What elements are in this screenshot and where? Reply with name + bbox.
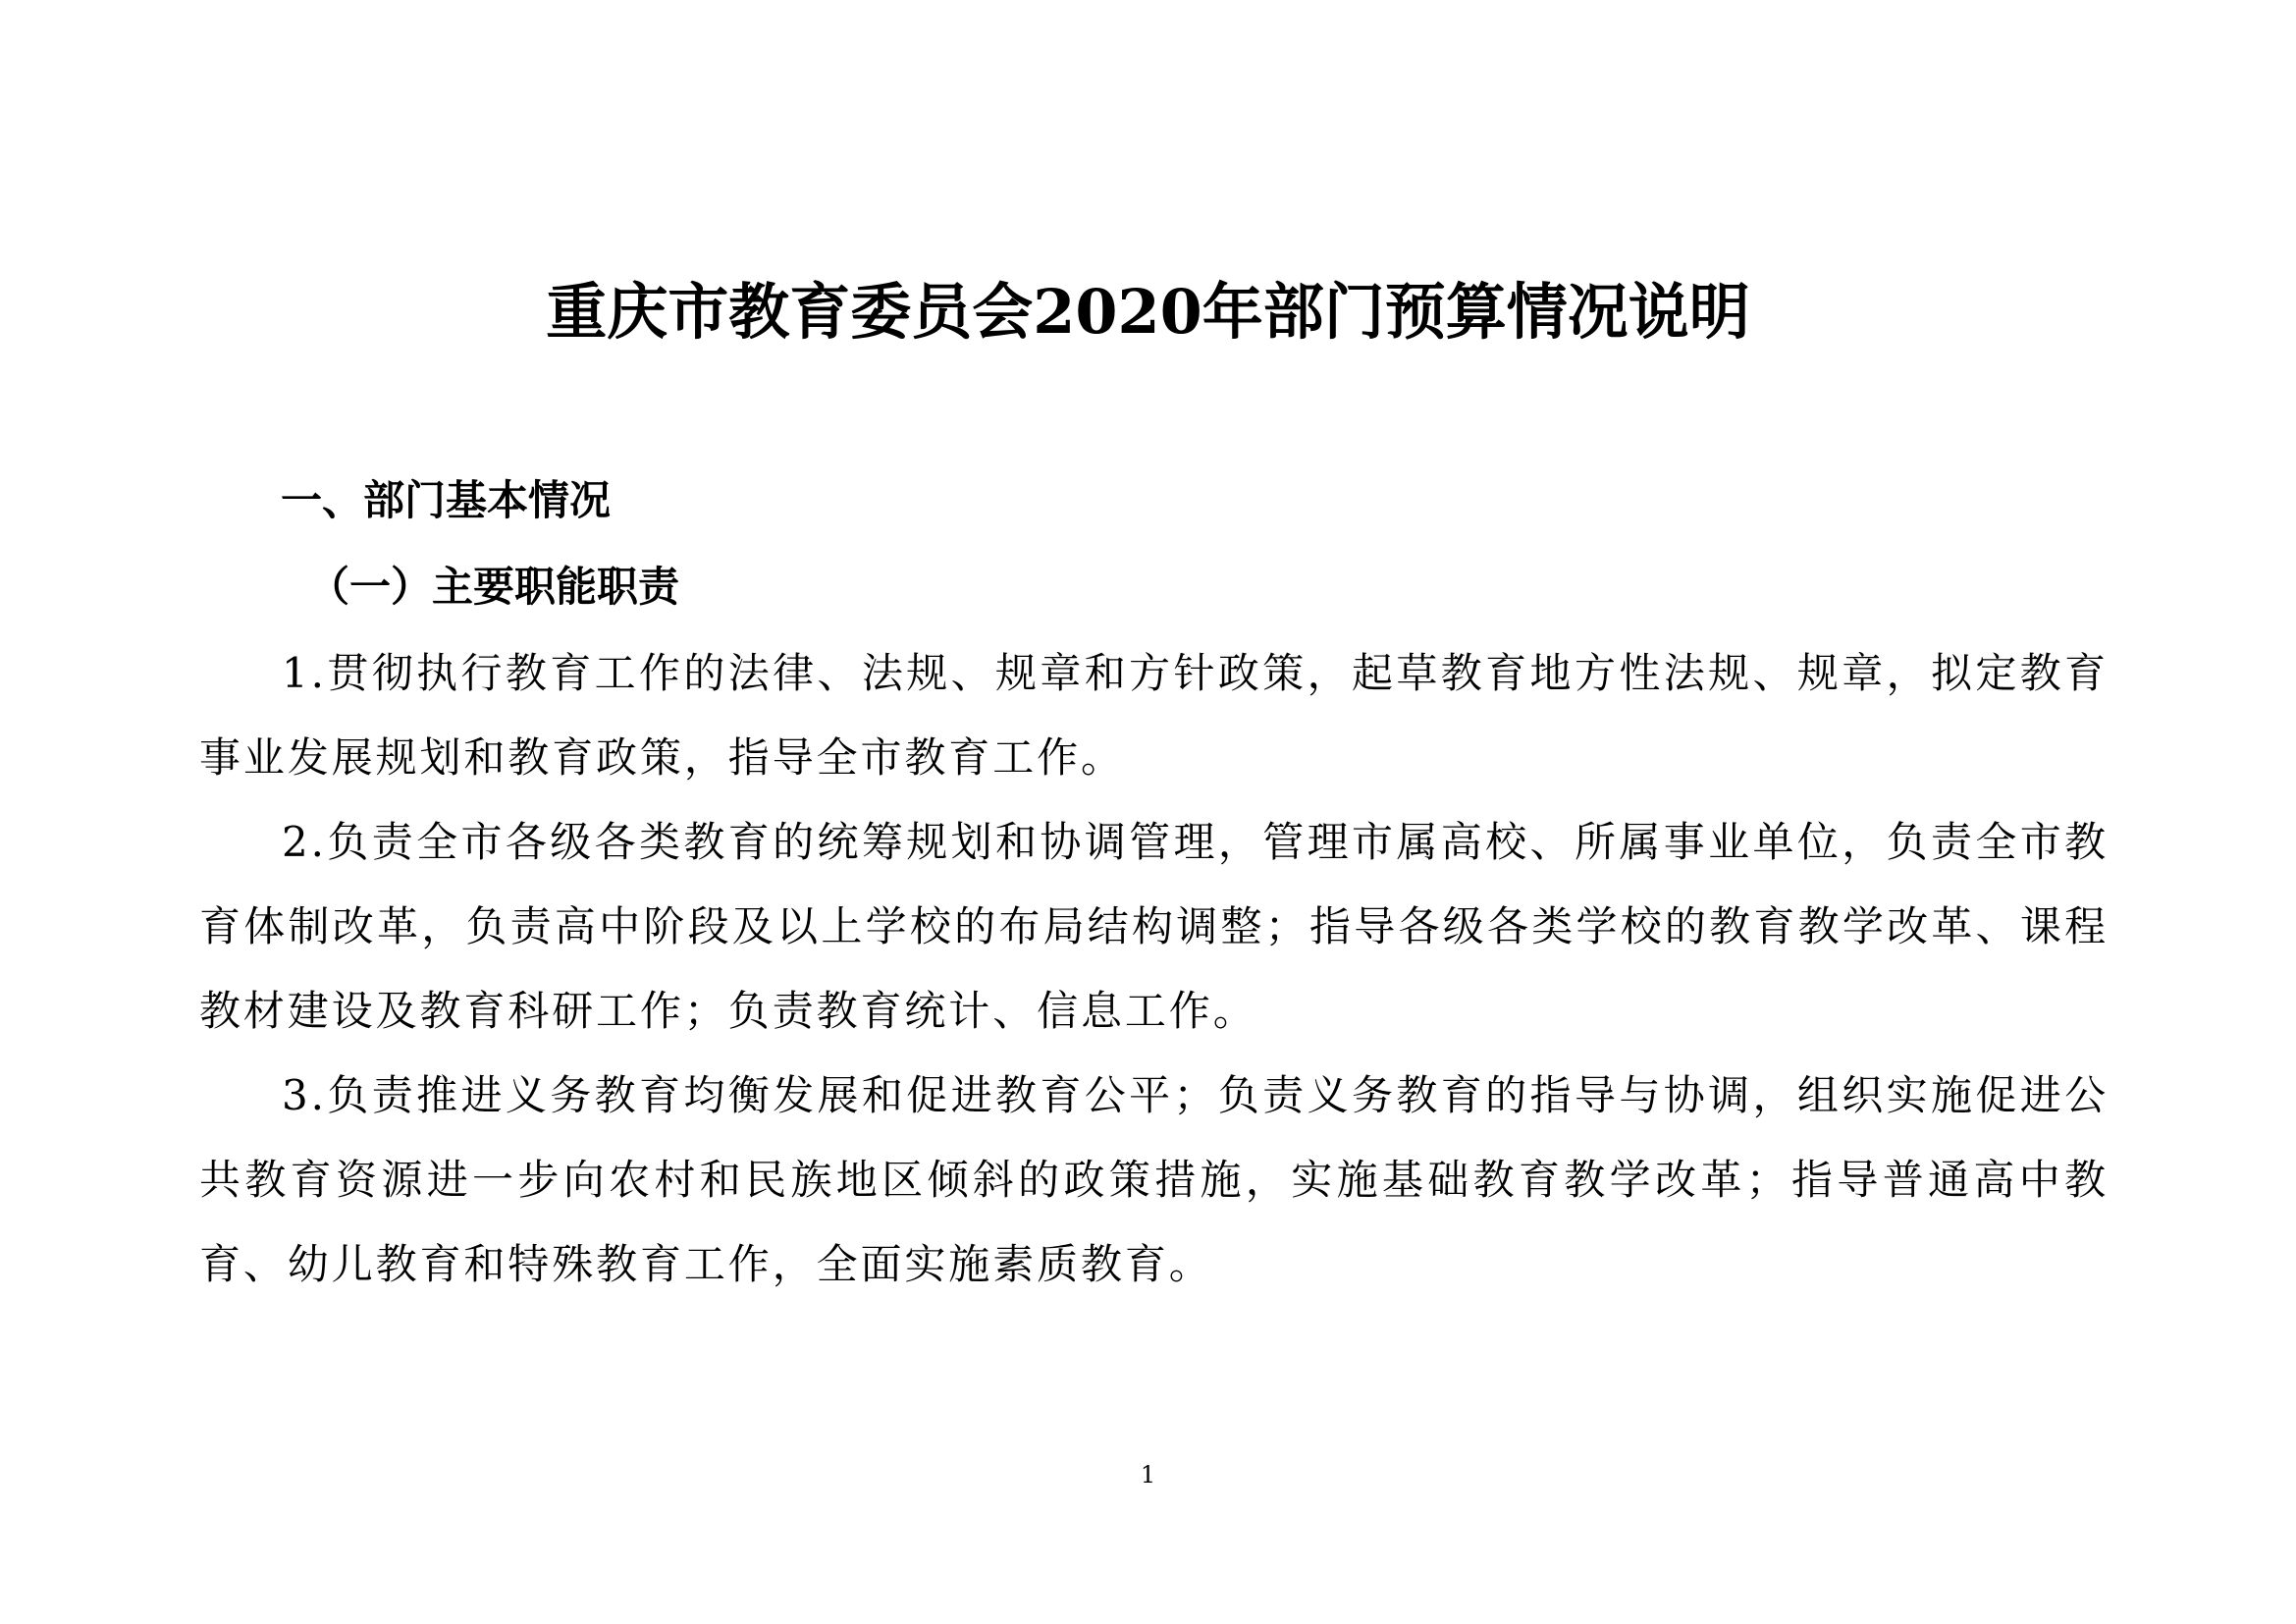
- subsection-heading: （一）主要职能职责: [308, 563, 680, 611]
- paragraph-duty-2: 2.负责全市各级各类教育的统筹规划和协调管理，管理市属高校、所属事业单位，负责全市教育体制改革，负责高中阶段及以上学校的布局结构调整；指导各级各类学校的教育教学改革、课程教材建设及教育科研工作；负责教育统计、信息工作。: [199, 818, 2109, 1035]
- paragraph-duty-3: 3.负责推进义务教育均衡发展和促进教育公平；负责义务教育的指导与协调，组织实施促进公共教育资源进一步向农村和民族地区倾斜的政策措施，实施基础教育教学改革；指导普通高中教育、幼儿教育和特殊教育工作，全面实施素质教育。: [199, 1071, 2109, 1288]
- page-number: 1: [1140, 1461, 1156, 1489]
- paragraph-duty-1: 1.贯彻执行教育工作的法律、法规、规章和方针政策，起草教育地方性法规、规章，拟定教育事业发展规划和教育政策，指导全市教育工作。: [199, 649, 2109, 782]
- section-heading: 一、部门基本情况: [281, 476, 612, 524]
- document-title: 重庆市教育委员会2020年部门预算情况说明: [546, 276, 1750, 348]
